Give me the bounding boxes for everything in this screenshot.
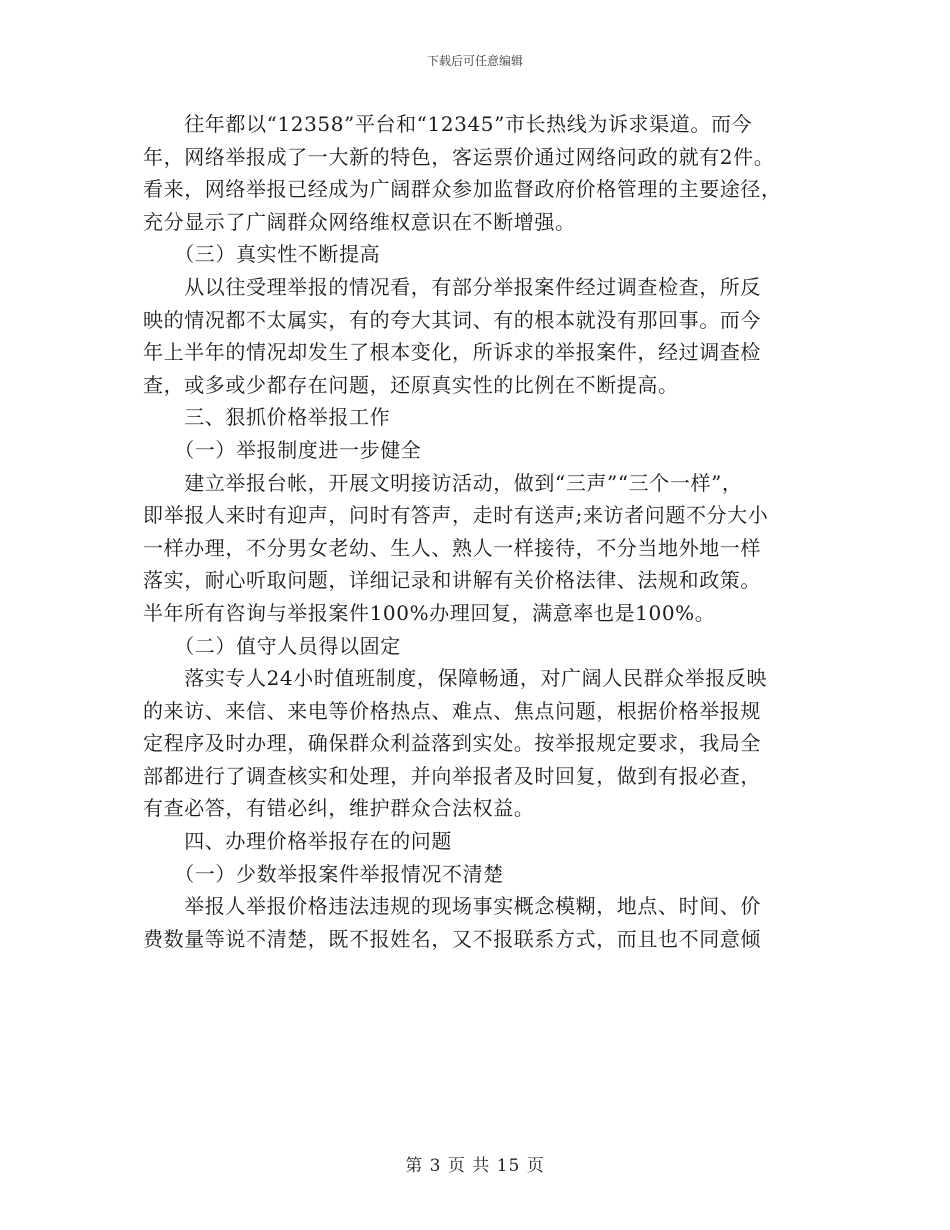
document-body	[143, 108, 808, 955]
text-line: 落实，耐心听取问题，详细记录和讲解有关价格法律、法规和政策。	[143, 568, 761, 593]
text-line: 一样办理，不分男女老幼、生人、熟人一样接待，不分当地外地一样	[143, 535, 761, 560]
text-line: 建立举报台帐，开展文明接访活动，做到“三声”“三个一样”，	[143, 470, 743, 495]
text-line: 充分显示了广阔群众网络维权意识在不断增强。	[143, 209, 576, 234]
section-heading: （三）真实性不断提高	[143, 242, 381, 267]
text-line: 即举报人来时有迎声，问时有答声，走时有送声;来访者问题不分大小	[143, 503, 769, 528]
text-line: 年上半年的情况却发生了根本变化，所诉求的举报案件，经过调查检	[143, 340, 761, 365]
text-line: 往年都以“12358”平台和“12345”市长热线为诉求渠道。而今	[143, 112, 753, 136]
text-line: 部都进行了调查核实和处理，并向举报者及时回复，做到有报必查，	[143, 763, 761, 788]
text-line: 看来，网络举报已经成为广阔群众参加监督政府价格管理的主要途径，	[143, 177, 782, 202]
section-heading: 四、办理价格举报存在的问题	[143, 829, 452, 854]
text-line: 映的情况都不太属实，有的夸大其词、有的根本就没有那回事。而今	[143, 307, 761, 332]
text-line: 查，或多或少都存在问题，还原真实性的比例在不断提高。	[143, 372, 679, 397]
text-line: 有查必答，有错必纠，维护群众合法权益。	[143, 796, 535, 821]
text-line: 从以往受理举报的情况看，有部分举报案件经过调查检查，所反	[143, 274, 761, 299]
page-number: 第 3 页 共 15 页	[405, 1156, 545, 1176]
page-header: 下载后可任意编辑	[426, 54, 523, 68]
section-heading: （一）举报制度进一步健全	[143, 437, 422, 462]
text-line: 定程序及时办理，确保群众利益落到实处。按举报规定要求，我局全	[143, 731, 761, 756]
section-heading: 三、狠抓价格举报工作	[143, 405, 391, 430]
section-heading: （二）值守人员得以固定	[143, 633, 401, 658]
text-line: 落实专人24小时值班制度，保障畅通，对广阔人民群众举报反映	[143, 666, 768, 691]
text-line: 费数量等说不清楚，既不报姓名，又不报联系方式，而且也不同意倾	[143, 926, 761, 951]
text-line: 半年所有咨询与举报案件100%办理回复，满意率也是100%。	[143, 600, 716, 625]
section-heading: （一）少数举报案件举报情况不清楚	[143, 861, 504, 886]
text-line: 年，网络举报成了一大新的特色，客运票价通过网络问政的就有2件。	[143, 144, 775, 169]
text-line: 的来访、来信、来电等价格热点、难点、焦点问题，根据价格举报规	[143, 698, 761, 723]
text-line: 举报人举报价格违法违规的现场事实概念模糊，地点、时间、价	[143, 894, 761, 919]
